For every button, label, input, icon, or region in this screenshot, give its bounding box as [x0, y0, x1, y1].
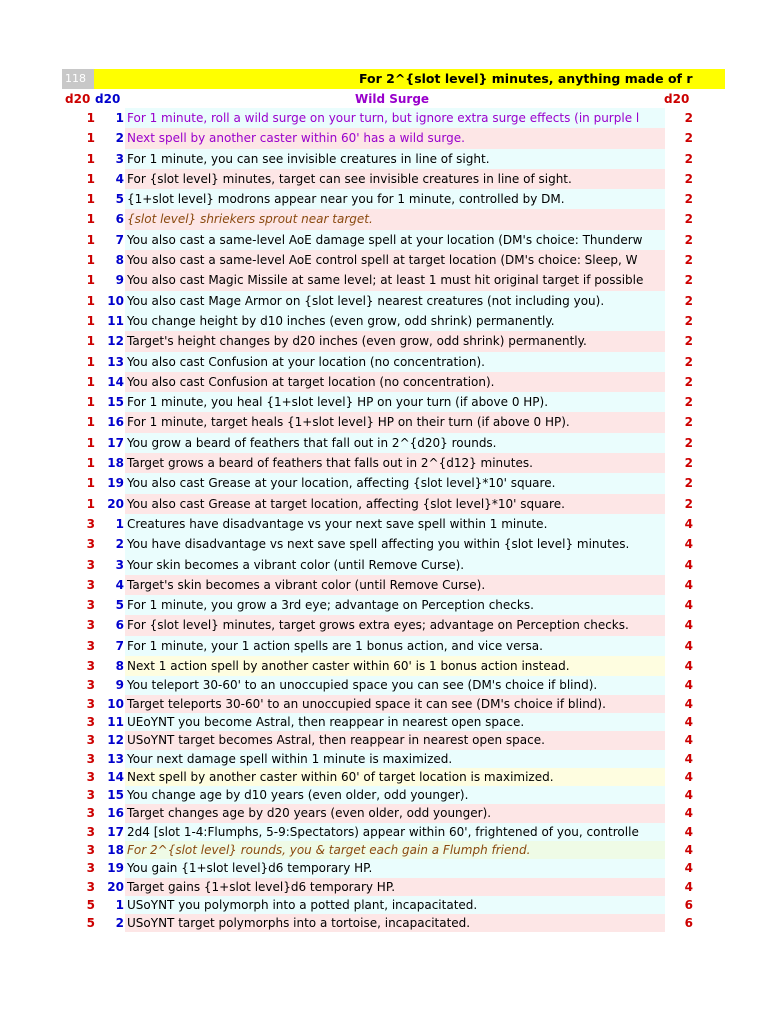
table-body [62, 108, 725, 676]
index-cell: 16 [107, 415, 124, 430]
next-group-cell: 2 [684, 476, 693, 491]
effect-cell: You also cast Grease at your location, affecting {slot level}*10' square. [125, 473, 665, 493]
group-roll-cell: 1 [86, 192, 95, 207]
table-row[interactable] [62, 896, 725, 914]
group-roll-cell: 3 [86, 598, 95, 613]
table-row[interactable] [62, 230, 725, 250]
index-cell: 12 [107, 334, 124, 349]
index-cell: 6 [115, 618, 124, 633]
effect-cell: Your next damage spell within 1 minute is maximized. [125, 750, 665, 768]
header-d20-index: d20 [95, 92, 121, 106]
next-group-cell: 2 [684, 415, 693, 430]
index-cell: 16 [107, 806, 124, 821]
next-group-cell: 2 [684, 253, 693, 268]
table-row[interactable] [62, 453, 725, 473]
index-cell: 1 [115, 516, 124, 531]
index-cell: 2 [115, 131, 124, 146]
highlighted-row[interactable] [62, 69, 725, 89]
effect-cell: For {slot level} minutes, target grows extra eyes; advantage on Perception checks. [125, 615, 665, 635]
next-group-cell: 4 [684, 659, 693, 674]
index-cell: 17 [107, 435, 124, 450]
table-row[interactable] [62, 270, 725, 290]
group-roll-cell: 3 [86, 696, 95, 711]
table-body-continued [62, 676, 725, 932]
effect-cell: Target grows a beard of feathers that falls out in 2^{d12} minutes. [125, 453, 665, 473]
next-group-cell: 4 [684, 577, 693, 592]
index-cell: 10 [107, 293, 124, 308]
next-group-cell: 2 [684, 496, 693, 511]
effect-cell: For 1 minute, you can see invisible creatures in line of sight. [125, 149, 665, 169]
group-roll-cell: 3 [86, 769, 95, 784]
next-group-cell: 2 [684, 395, 693, 410]
header-d20-right: d20 [664, 92, 690, 106]
group-roll-cell: 3 [86, 806, 95, 821]
group-roll-cell: 3 [86, 618, 95, 633]
group-roll-cell: 1 [86, 415, 95, 430]
next-group-cell: 4 [684, 557, 693, 572]
group-roll-cell: 3 [86, 678, 95, 693]
table-row[interactable] [62, 555, 725, 575]
next-group-cell: 2 [684, 131, 693, 146]
effect-cell: You also cast a same-level AoE control spell at target location (DM's choice: Sleep, W [125, 250, 665, 270]
index-cell: 9 [115, 273, 124, 288]
index-cell: 2 [115, 537, 124, 552]
group-roll-cell: 5 [86, 916, 95, 931]
effect-cell: You also cast Magic Missile at same level; at least 1 must hit original target if possible [125, 270, 665, 290]
index-cell: 19 [107, 861, 124, 876]
index-cell: 1 [115, 111, 124, 125]
effect-cell: Target's height changes by d20 inches (even grow, odd shrink) permanently. [125, 331, 665, 351]
table-row[interactable] [62, 768, 725, 786]
group-roll-cell: 3 [86, 861, 95, 876]
next-group-cell: 4 [684, 714, 693, 729]
effect-cell: Your skin becomes a vibrant color (until Remove Curse). [125, 555, 665, 575]
next-group-cell: 2 [684, 192, 693, 207]
group-roll-cell: 1 [86, 131, 95, 146]
table-row[interactable] [62, 514, 725, 534]
group-roll-cell: 3 [86, 751, 95, 766]
group-roll-cell: 1 [86, 273, 95, 288]
table-row[interactable] [62, 878, 725, 896]
effect-cell: USoYNT target polymorphs into a tortoise, incapacitated. [125, 914, 665, 932]
effect-cell: For 2^{slot level} rounds, you & target each gain a Flumph friend. [125, 841, 665, 859]
table-row[interactable] [62, 859, 725, 877]
table-header [62, 89, 725, 108]
group-roll-cell: 1 [86, 395, 95, 410]
table-row[interactable] [62, 494, 725, 514]
next-group-cell: 4 [684, 842, 693, 857]
index-cell: 17 [107, 824, 124, 839]
group-roll-cell: 1 [86, 171, 95, 186]
effect-cell: {slot level} shriekers sprout near target. [125, 209, 665, 229]
effect-cell: UEoYNT you become Astral, then reappear in nearest open space. [125, 713, 665, 731]
next-group-cell: 4 [684, 598, 693, 613]
index-cell: 6 [115, 212, 124, 227]
effect-cell: You gain {1+slot level}d6 temporary HP. [125, 859, 665, 877]
effect-cell: Next 1 action spell by another caster within 60' is 1 bonus action instead. [125, 656, 665, 676]
index-cell: 15 [107, 395, 124, 410]
table-row[interactable] [62, 291, 725, 311]
table-row[interactable] [62, 209, 725, 229]
effect-cell: You have disadvantage vs next save spell affecting you within {slot level} minutes. [125, 534, 665, 554]
index-cell: 20 [107, 496, 124, 511]
index-cell: 12 [107, 733, 124, 748]
group-roll-cell: 1 [86, 212, 95, 227]
index-cell: 11 [107, 313, 124, 328]
effect-cell: You grow a beard of feathers that fall out in 2^{d20} rounds. [125, 433, 665, 453]
next-group-cell: 4 [684, 733, 693, 748]
table-row[interactable] [62, 823, 725, 841]
group-roll-cell: 3 [86, 842, 95, 857]
index-cell: 14 [107, 769, 124, 784]
next-group-cell: 4 [684, 861, 693, 876]
next-group-cell: 2 [684, 374, 693, 389]
next-group-cell: 2 [684, 111, 693, 125]
table-row[interactable] [62, 713, 725, 731]
group-roll-cell: 3 [86, 733, 95, 748]
table-row[interactable] [62, 595, 725, 615]
index-cell: 3 [115, 557, 124, 572]
effect-cell: Creatures have disadvantage vs your next save spell within 1 minute. [125, 514, 665, 534]
index-cell: 1 [115, 897, 124, 912]
effect-cell: Next spell by another caster within 60' has a wild surge. [125, 128, 665, 148]
effect-cell: Next spell by another caster within 60' of target location is maximized. [125, 768, 665, 786]
group-roll-cell: 1 [86, 253, 95, 268]
table-row[interactable] [62, 149, 725, 169]
effect-cell: You also cast a same-level AoE damage spell at your location (DM's choice: Thunderw [125, 230, 665, 250]
effect-cell: Target's skin becomes a vibrant color (until Remove Curse). [125, 575, 665, 595]
index-cell: 15 [107, 788, 124, 803]
group-roll-cell: 3 [86, 879, 95, 894]
group-roll-cell: 1 [86, 334, 95, 349]
table-row[interactable] [62, 412, 725, 432]
next-group-cell: 4 [684, 824, 693, 839]
table-row[interactable] [62, 352, 725, 372]
index-cell: 9 [115, 678, 124, 693]
effect-cell: USoYNT target becomes Astral, then reappear in nearest open space. [125, 731, 665, 749]
index-cell: 13 [107, 751, 124, 766]
table-row[interactable] [62, 189, 725, 209]
effect-cell: Target changes age by d20 years (even older, odd younger). [125, 804, 665, 822]
index-cell: 5 [115, 598, 124, 613]
effect-cell: For 1 minute, roll a wild surge on your turn, but ignore extra surge effects (in purple l [125, 108, 665, 128]
group-roll-cell: 1 [86, 456, 95, 471]
group-roll-cell: 1 [86, 293, 95, 308]
index-cell: 7 [115, 638, 124, 653]
next-group-cell: 4 [684, 879, 693, 894]
group-roll-cell: 3 [86, 714, 95, 729]
next-group-cell: 2 [684, 293, 693, 308]
table-row[interactable] [62, 786, 725, 804]
index-cell: 18 [107, 842, 124, 857]
effect-cell: For 1 minute, target heals {1+slot level} HP on their turn (if above 0 HP). [125, 412, 665, 432]
next-group-cell: 2 [684, 151, 693, 166]
next-group-cell: 4 [684, 696, 693, 711]
index-cell: 19 [107, 476, 124, 491]
index-cell: 5 [115, 192, 124, 207]
next-group-cell: 2 [684, 232, 693, 247]
table-row[interactable] [62, 372, 725, 392]
next-group-cell: 2 [684, 273, 693, 288]
index-cell: 18 [107, 456, 124, 471]
effect-cell: {1+slot level} modrons appear near you for 1 minute, controlled by DM. [125, 189, 665, 209]
group-roll-cell: 5 [86, 897, 95, 912]
group-roll-cell: 3 [86, 788, 95, 803]
effect-cell: You also cast Grease at target location, affecting {slot level}*10' square. [125, 494, 665, 514]
group-roll-cell: 3 [86, 577, 95, 592]
next-group-cell: 2 [684, 435, 693, 450]
index-cell: 20 [107, 879, 124, 894]
effect-cell: Target teleports 30-60' to an unoccupied space it can see (DM's choice if blind). [125, 695, 665, 713]
next-group-cell: 4 [684, 516, 693, 531]
group-roll-cell: 1 [86, 476, 95, 491]
next-group-cell: 4 [684, 537, 693, 552]
group-roll-cell: 3 [86, 557, 95, 572]
table-row[interactable] [62, 804, 725, 822]
header-title: Wild Surge [355, 92, 430, 106]
index-cell: 4 [115, 577, 124, 592]
next-group-cell: 2 [684, 456, 693, 471]
table-row[interactable] [62, 575, 725, 595]
next-group-cell: 4 [684, 751, 693, 766]
index-cell: 7 [115, 232, 124, 247]
table-row[interactable] [62, 473, 725, 493]
effect-cell: 2d4 [slot 1-4:Flumphs, 5-9:Spectators) appear within 60', frightened of you, controlle [125, 823, 665, 841]
index-cell: 14 [107, 374, 124, 389]
group-roll-cell: 1 [86, 496, 95, 511]
table-row[interactable] [62, 250, 725, 270]
index-cell: 3 [115, 151, 124, 166]
index-cell: 13 [107, 354, 124, 369]
highlighted-row-text: For 2^{slot level} minutes, anything made of r [359, 71, 693, 86]
index-cell: 2 [115, 916, 124, 931]
table-row[interactable] [62, 392, 725, 412]
effect-cell: You change height by d10 inches (even grow, odd shrink) permanently. [125, 311, 665, 331]
table-row[interactable] [62, 615, 725, 635]
effect-cell: For 1 minute, you grow a 3rd eye; advantage on Perception checks. [125, 595, 665, 615]
table-row[interactable] [62, 108, 725, 128]
table-row[interactable] [62, 731, 725, 749]
effect-cell: You also cast Confusion at target location (no concentration). [125, 372, 665, 392]
group-roll-cell: 3 [86, 824, 95, 839]
table-row[interactable] [62, 534, 725, 554]
effect-cell: For 1 minute, your 1 action spells are 1 bonus action, and vice versa. [125, 636, 665, 656]
next-group-cell: 2 [684, 313, 693, 328]
index-cell: 11 [107, 714, 124, 729]
group-roll-cell: 3 [86, 638, 95, 653]
table-row[interactable] [62, 128, 725, 148]
table-row[interactable] [62, 636, 725, 656]
effect-cell: You teleport 30-60' to an unoccupied space you can see (DM's choice if blind). [125, 676, 665, 694]
effect-cell: Target gains {1+slot level}d6 temporary HP. [125, 878, 665, 896]
next-group-cell: 2 [684, 334, 693, 349]
table-row[interactable] [62, 656, 725, 676]
next-group-cell: 2 [684, 212, 693, 227]
group-roll-cell: 1 [86, 151, 95, 166]
next-group-cell: 2 [684, 354, 693, 369]
effect-cell: You also cast Confusion at your location (no concentration). [125, 352, 665, 372]
table-row[interactable] [62, 331, 725, 351]
effect-cell: USoYNT you polymorph into a potted plant, incapacitated. [125, 896, 665, 914]
next-group-cell: 4 [684, 678, 693, 693]
group-roll-cell: 1 [86, 435, 95, 450]
table-row[interactable] [62, 433, 725, 453]
next-group-cell: 4 [684, 806, 693, 821]
group-roll-cell: 3 [86, 659, 95, 674]
next-group-cell: 6 [684, 897, 693, 912]
table-row[interactable] [62, 676, 725, 694]
effect-cell: You also cast Mage Armor on {slot level} nearest creatures (not including you). [125, 291, 665, 311]
table-row[interactable] [62, 750, 725, 768]
group-roll-cell: 1 [86, 374, 95, 389]
spreadsheet [62, 69, 725, 932]
next-group-cell: 4 [684, 769, 693, 784]
table-row[interactable] [62, 841, 725, 859]
header-d20-left: d20 [65, 92, 91, 106]
row-number: 118 [62, 69, 94, 89]
next-group-cell: 4 [684, 618, 693, 633]
group-roll-cell: 1 [86, 232, 95, 247]
next-group-cell: 6 [684, 916, 693, 931]
index-cell: 4 [115, 171, 124, 186]
index-cell: 8 [115, 659, 124, 674]
effect-cell: You change age by d10 years (even older, odd younger). [125, 786, 665, 804]
effect-cell: For {slot level} minutes, target can see invisible creatures in line of sight. [125, 169, 665, 189]
effect-cell: For 1 minute, you heal {1+slot level} HP on your turn (if above 0 HP). [125, 392, 665, 412]
index-cell: 10 [107, 696, 124, 711]
table-row[interactable] [62, 169, 725, 189]
group-roll-cell: 1 [86, 111, 95, 125]
group-roll-cell: 3 [86, 537, 95, 552]
index-cell: 8 [115, 253, 124, 268]
group-roll-cell: 1 [86, 313, 95, 328]
next-group-cell: 2 [684, 171, 693, 186]
next-group-cell: 4 [684, 638, 693, 653]
table-row[interactable] [62, 695, 725, 713]
group-roll-cell: 3 [86, 516, 95, 531]
table-row[interactable] [62, 311, 725, 331]
group-roll-cell: 1 [86, 354, 95, 369]
table-row[interactable] [62, 914, 725, 932]
next-group-cell: 4 [684, 788, 693, 803]
